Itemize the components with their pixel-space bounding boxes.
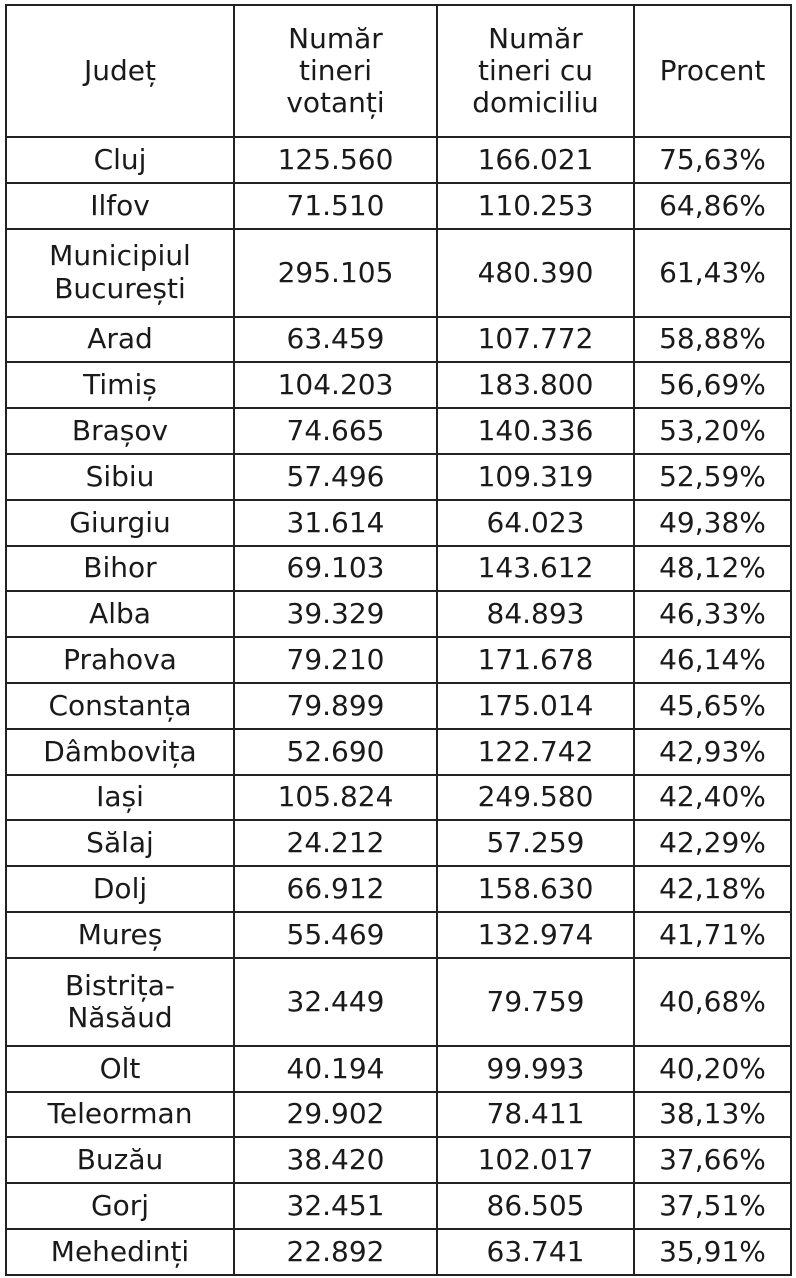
header-row xyxy=(6,5,791,137)
judet-line: Olt xyxy=(99,1051,141,1085)
cell-votanti: 63.459 xyxy=(234,317,437,363)
cell-domiciliu: 143.612 xyxy=(437,546,634,592)
cell-domiciliu: 63.741 xyxy=(437,1229,634,1275)
judet-line: Timiș xyxy=(83,368,157,402)
cell-procent: 46,33% xyxy=(634,591,791,637)
cell-domiciliu: 122.742 xyxy=(437,729,634,775)
cell-procent: 64,86% xyxy=(634,183,791,229)
cell-domiciliu: 86.505 xyxy=(437,1183,634,1229)
cell-procent: 53,20% xyxy=(634,408,791,454)
header-numar-tineri-votanti xyxy=(234,5,437,137)
cell-procent: 49,38% xyxy=(634,500,791,546)
cell-domiciliu: 84.893 xyxy=(437,591,634,637)
table-row xyxy=(6,912,791,958)
cell-procent: 58,88% xyxy=(634,317,791,363)
judet-line: Iași xyxy=(96,780,144,814)
table-row xyxy=(6,1229,791,1275)
cell-judet xyxy=(6,912,234,958)
cell-votanti: 31.614 xyxy=(234,500,437,546)
cell-procent: 37,66% xyxy=(634,1137,791,1183)
cell-domiciliu: 109.319 xyxy=(437,454,634,500)
judet-line: Gorj xyxy=(90,1188,150,1222)
judet-line: Sibiu xyxy=(85,459,155,493)
cell-procent: 38,13% xyxy=(634,1092,791,1138)
header-line: Județ xyxy=(84,53,156,87)
cell-procent: 45,65% xyxy=(634,683,791,729)
cell-judet xyxy=(6,229,234,317)
judet-line: Alba xyxy=(89,597,151,631)
cell-judet xyxy=(6,362,234,408)
judet-line: Giurgiu xyxy=(69,505,171,539)
table-row xyxy=(6,362,791,408)
judet-line: Năsăud xyxy=(67,1000,173,1034)
cell-votanti: 57.496 xyxy=(234,454,437,500)
cell-domiciliu: 249.580 xyxy=(437,775,634,821)
header-line: tineri xyxy=(298,53,373,87)
cell-domiciliu: 132.974 xyxy=(437,912,634,958)
table-row xyxy=(6,637,791,683)
header-judet xyxy=(6,5,234,137)
judet-line: Bistrița- xyxy=(64,968,176,1002)
cell-judet xyxy=(6,137,234,183)
cell-judet xyxy=(6,958,234,1046)
cell-judet xyxy=(6,408,234,454)
cell-domiciliu: 166.021 xyxy=(437,137,634,183)
cell-votanti: 104.203 xyxy=(234,362,437,408)
cell-procent: 42,40% xyxy=(634,775,791,821)
header-line: Număr xyxy=(488,21,583,55)
cell-votanti: 125.560 xyxy=(234,137,437,183)
judet-line: Sălaj xyxy=(86,826,154,860)
cell-judet xyxy=(6,1183,234,1229)
header-line: tineri cu xyxy=(477,53,594,87)
cell-procent: 42,93% xyxy=(634,729,791,775)
table-header xyxy=(6,5,791,137)
cell-judet xyxy=(6,500,234,546)
judet-line: Prahova xyxy=(63,642,177,676)
table-row xyxy=(6,317,791,363)
judet-line: Arad xyxy=(87,322,153,356)
cell-votanti: 32.449 xyxy=(234,958,437,1046)
header-numar-tineri-domiciliu xyxy=(437,5,634,137)
table-row xyxy=(6,729,791,775)
cell-procent: 56,69% xyxy=(634,362,791,408)
cell-procent: 48,12% xyxy=(634,546,791,592)
header-line: domiciliu xyxy=(472,86,599,120)
cell-votanti: 105.824 xyxy=(234,775,437,821)
cell-judet xyxy=(6,591,234,637)
table-row xyxy=(6,500,791,546)
cell-judet xyxy=(6,683,234,729)
cell-judet xyxy=(6,775,234,821)
cell-votanti: 52.690 xyxy=(234,729,437,775)
cell-domiciliu: 171.678 xyxy=(437,637,634,683)
cell-procent: 40,68% xyxy=(634,958,791,1046)
cell-procent: 75,63% xyxy=(634,137,791,183)
judet-line: București xyxy=(54,271,186,305)
judet-line: Dâmbovița xyxy=(43,734,197,768)
cell-domiciliu: 175.014 xyxy=(437,683,634,729)
cell-judet xyxy=(6,1229,234,1275)
judet-line: Constanța xyxy=(48,688,192,722)
cell-judet xyxy=(6,317,234,363)
cell-judet xyxy=(6,183,234,229)
table-body xyxy=(6,137,791,1275)
cell-domiciliu: 64.023 xyxy=(437,500,634,546)
table-row xyxy=(6,1183,791,1229)
cell-votanti: 69.103 xyxy=(234,546,437,592)
table-row xyxy=(6,775,791,821)
cell-domiciliu: 79.759 xyxy=(437,958,634,1046)
cell-procent: 46,14% xyxy=(634,637,791,683)
cell-votanti: 66.912 xyxy=(234,866,437,912)
cell-procent: 42,18% xyxy=(634,866,791,912)
cell-procent: 37,51% xyxy=(634,1183,791,1229)
cell-procent: 40,20% xyxy=(634,1046,791,1092)
header-line: Număr xyxy=(288,21,383,55)
cell-votanti: 38.420 xyxy=(234,1137,437,1183)
header-line: votanți xyxy=(286,86,385,120)
cell-judet xyxy=(6,866,234,912)
header-procent xyxy=(634,5,791,137)
table-row xyxy=(6,820,791,866)
judet-line: Ilfov xyxy=(90,188,150,222)
table-row xyxy=(6,137,791,183)
cell-domiciliu: 183.800 xyxy=(437,362,634,408)
cell-procent: 35,91% xyxy=(634,1229,791,1275)
table-row xyxy=(6,454,791,500)
cell-domiciliu: 99.993 xyxy=(437,1046,634,1092)
cell-votanti: 74.665 xyxy=(234,408,437,454)
cell-judet xyxy=(6,1092,234,1138)
cell-votanti: 29.902 xyxy=(234,1092,437,1138)
cell-judet xyxy=(6,454,234,500)
cell-votanti: 40.194 xyxy=(234,1046,437,1092)
judet-line: Bihor xyxy=(83,551,157,585)
table-row xyxy=(6,958,791,1046)
table-row xyxy=(6,408,791,454)
table-row xyxy=(6,591,791,637)
table-row xyxy=(6,683,791,729)
judet-line: Dolj xyxy=(92,871,148,905)
table-row xyxy=(6,229,791,317)
cell-judet xyxy=(6,820,234,866)
table-row xyxy=(6,183,791,229)
judet-line: Mureș xyxy=(77,917,163,951)
cell-votanti: 295.105 xyxy=(234,229,437,317)
table-row xyxy=(6,546,791,592)
cell-domiciliu: 57.259 xyxy=(437,820,634,866)
table-row xyxy=(6,866,791,912)
cell-votanti: 39.329 xyxy=(234,591,437,637)
cell-judet xyxy=(6,1137,234,1183)
header-line: Procent xyxy=(659,53,766,87)
cell-procent: 41,71% xyxy=(634,912,791,958)
judet-line: Mehedinți xyxy=(50,1234,190,1268)
cell-votanti: 24.212 xyxy=(234,820,437,866)
cell-domiciliu: 158.630 xyxy=(437,866,634,912)
judet-line: Municipiul xyxy=(49,239,191,273)
cell-votanti: 22.892 xyxy=(234,1229,437,1275)
cell-votanti: 55.469 xyxy=(234,912,437,958)
table-row xyxy=(6,1092,791,1138)
table-row xyxy=(6,1046,791,1092)
cell-domiciliu: 480.390 xyxy=(437,229,634,317)
cell-votanti: 71.510 xyxy=(234,183,437,229)
cell-judet xyxy=(6,1046,234,1092)
cell-procent: 61,43% xyxy=(634,229,791,317)
cell-domiciliu: 110.253 xyxy=(437,183,634,229)
judet-line: Brașov xyxy=(71,413,169,447)
data-table xyxy=(5,4,792,1276)
cell-judet xyxy=(6,546,234,592)
judet-line: Buzău xyxy=(76,1143,164,1177)
cell-domiciliu: 78.411 xyxy=(437,1092,634,1138)
cell-votanti: 79.210 xyxy=(234,637,437,683)
table-row xyxy=(6,1137,791,1183)
judet-line: Teleorman xyxy=(47,1097,193,1131)
judet-line: Cluj xyxy=(93,142,147,176)
cell-votanti: 32.451 xyxy=(234,1183,437,1229)
cell-judet xyxy=(6,637,234,683)
cell-votanti: 79.899 xyxy=(234,683,437,729)
cell-judet xyxy=(6,729,234,775)
cell-domiciliu: 140.336 xyxy=(437,408,634,454)
cell-procent: 42,29% xyxy=(634,820,791,866)
cell-domiciliu: 102.017 xyxy=(437,1137,634,1183)
cell-procent: 52,59% xyxy=(634,454,791,500)
cell-domiciliu: 107.772 xyxy=(437,317,634,363)
